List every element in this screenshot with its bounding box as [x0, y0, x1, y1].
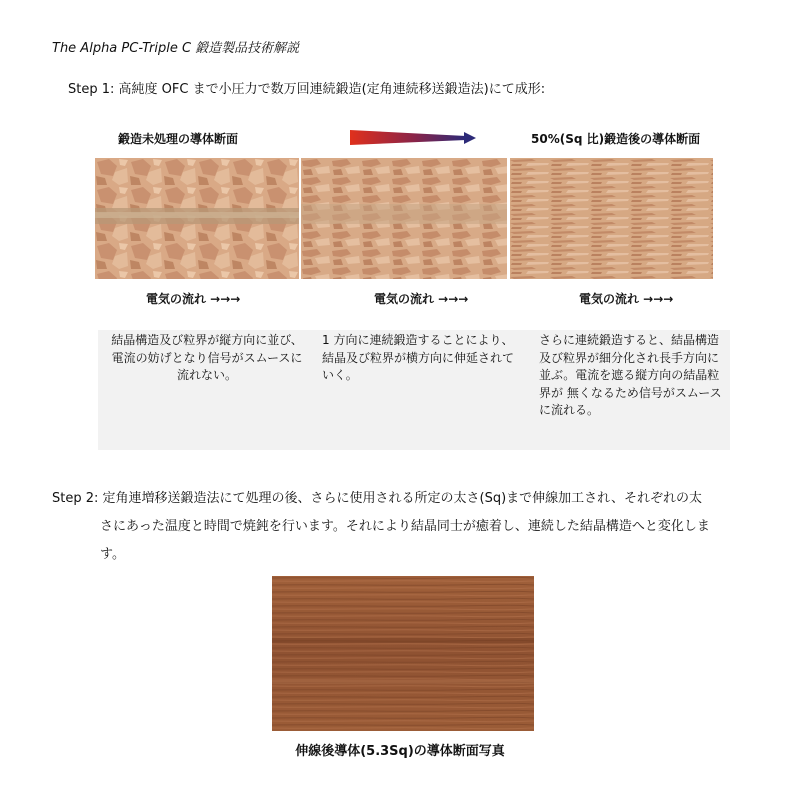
flow-label-3: 電気の流れ →→→	[579, 292, 674, 306]
flow-label-2: 電気の流れ →→→	[374, 292, 469, 306]
description-unforged: 結晶構造及び粒界が縦方向に並び、電流の妨げとなり信号がスムースに流れない。	[111, 333, 303, 382]
document-title: The Alpha PC-Triple C 鍛造製品技術解説	[52, 41, 300, 56]
micrograph-intermediate	[301, 158, 507, 279]
description-forged: さらに連続鍛造すると、結晶構造及び粒界が細分化され長手方向に並ぶ。電流を遮る縦方向の結晶粒界が 無くなるため信号がスムースに流れる。	[539, 333, 722, 417]
flow-label-1: 電気の流れ →→→	[146, 292, 241, 306]
step2-line1: Step 2: 定角連増移送鍛造法にて処理の後、さらに使用される所定の太さ(Sq)まで伸線加工され、それぞれの太	[52, 491, 702, 506]
heading-forged: 50%(Sq 比)鍛造後の導体断面	[531, 132, 701, 146]
conductor-cross-section-photo	[272, 576, 534, 731]
micrograph-unforged	[95, 158, 299, 279]
photo-caption: 伸線後導体(5.3Sq)の導体断面写真	[295, 744, 505, 759]
step2-line2: さにあった温度と時間で焼鈍を行います。それにより結晶同士が癒着し、連続した結晶構造へと変化しま	[100, 519, 710, 534]
heading-unforged: 鍛造未処理の導体断面	[118, 132, 239, 146]
forging-arrow-icon	[348, 129, 478, 147]
step1-text: Step 1: 高純度 OFC まで小圧力で数万回連続鍛造(定角連続移送鍛造法)にて成形:	[68, 82, 546, 97]
step2-text	[52, 485, 752, 569]
step2-line3: す。	[100, 547, 125, 562]
description-intermediate: 1 方向に連続鍛造することにより、結晶及び粒界が横方向に伸延されていく。	[322, 333, 515, 382]
micrograph-forged	[510, 158, 713, 279]
